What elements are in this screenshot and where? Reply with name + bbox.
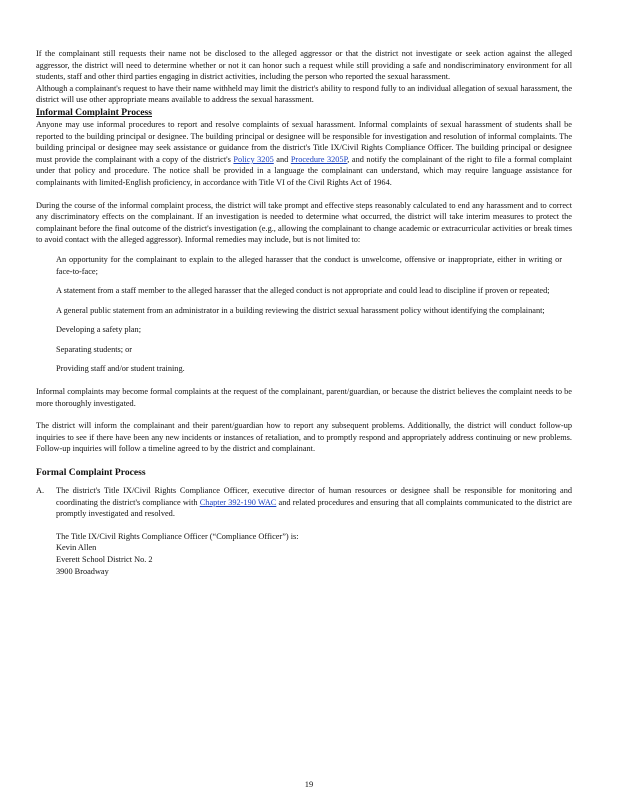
informal-paragraph-1-text-a: Anyone may use informal procedures to report and resolve complaints of sexual harassment. Informal complaints of sexual harassment of students shall be reported to the building principal or designee. The building principal or designee will be responsible for investigation and resolution of informal complaints. The building principal or designee may seek assistance or guidance from the district's Title IX/Civil Rights Compliance Officer. The building principal or designee must provide the complainant with a copy of the district's [36, 119, 572, 164]
informal-paragraph-2: During the course of the informal complaint process, the district will take prompt and effective steps reasonably calculated to end any harassment and to correct any discriminatory effects on the complainant. If an investigation is needed to determine what occurred, the district will take interim measures to protect the complainant before the final outcome of the district's investigation (e.g., allowing the complainant to change academic or extracurricular activities or break times to avoid contact with the alleged aggressor). Informal remedies may include, but is not limited to: [36, 200, 572, 245]
document-page [36, 48, 572, 577]
formal-item-a-text-part-2: and related procedures and ensuring that all complaints communicated to the district are promptly investigated and resolved. [56, 497, 572, 519]
list-item [36, 324, 572, 336]
list-item [36, 363, 572, 375]
intro-paragraph-1: If the complainant still requests their name not be disclosed to the alleged aggressor or that the district not investigate or seek action against the alleged aggressor, the district will need to determine whether or not it can honor such a request while still providing a safe and nondiscriminatory environment for all students, staff and other third parties engaging in district activities, including the person who reported the sexual harassment. [36, 49, 572, 82]
formal-list-item-a [36, 485, 572, 520]
list-item [36, 285, 572, 297]
wac-chapter-link[interactable]: Chapter 392-190 WAC [199, 497, 277, 507]
bullet-icon [36, 254, 56, 277]
informal-paragraph-1 [36, 119, 572, 189]
compliance-officer-block [56, 531, 572, 577]
bullet-icon [36, 363, 56, 375]
formal-item-a-text [56, 485, 572, 520]
list-item-text: Providing staff and/or student training. [56, 364, 185, 374]
list-item [36, 344, 572, 356]
intro-paragraph-2: Although a complainant's request to have their name withheld may limit the district's ability to respond fully to an individual allegation of sexual harassment, the district will use other appropriate means available to address the sexual harassment. [36, 83, 572, 105]
formal-item-a-text-part-1: The district's Title IX/Civil Rights Compliance Officer, executive director of human resources or designee shall be responsible for monitoring and coordinating the district's compliance with [56, 486, 572, 507]
page-number: 19 [304, 779, 314, 789]
informal-paragraph-1-text-b: , and notify the complainant of the right to file a formal complaint under that policy and procedure. The notice shall be provided in a language the complainant can understand, which may require language assistance for complainants with limited-English proficiency, in accordance with Title VI of the Civil Rights Act of 1964. [36, 154, 572, 187]
list-item-text: Developing a safety plan; [56, 325, 142, 335]
procedure-3205p-link[interactable]: Procedure 3205P [290, 154, 348, 164]
remedies-list [36, 254, 572, 375]
bullet-icon [36, 344, 56, 356]
informal-paragraph-3: Informal complaints may become formal complaints at the request of the complainant, parent/guardian, or because the district believes the complaint needs to be more thoroughly investigated. [36, 387, 572, 408]
bullet-icon [36, 285, 56, 297]
compliance-officer-address: 3900 Broadway [56, 566, 109, 576]
compliance-officer-name: Kevin Allen [56, 543, 97, 553]
formal-complaint-heading: Formal Complaint Process [36, 467, 146, 479]
informal-paragraph-4: The district will inform the complainant and their parent/guardian how to report any subsequent problems. Additionally, the district will conduct follow-up inquiries to see if there have been any new incidents or instances of retaliation, and to promptly respond and appropriately address continuing or new problems. Follow-up inquiries will follow a timeline agreed to by the district and complainant. [36, 421, 572, 454]
list-item-text: Separating students; or [56, 344, 133, 354]
informal-complaint-heading: Informal Complaint Process [36, 106, 153, 118]
and-text: and [273, 154, 291, 164]
bullet-icon [36, 324, 56, 336]
list-item-text: A general public statement from an administrator in a building reviewing the district sexual harassment policy without identifying the complainant; [56, 305, 545, 315]
list-item-text: An opportunity for the complainant to explain to the alleged harasser that the conduct is unwelcome, offensive or inappropriate, either in writing or face-to-face; [56, 254, 562, 276]
list-item [36, 254, 572, 277]
list-marker: A. [36, 486, 45, 496]
bullet-icon [36, 305, 56, 317]
policy-3205-link[interactable]: Policy 3205 [233, 154, 274, 164]
list-item [36, 305, 572, 317]
compliance-officer-intro: The Title IX/Civil Rights Compliance Officer (“Compliance Officer”) is: [56, 531, 299, 541]
list-item-text: A statement from a staff member to the alleged harasser that the alleged conduct is not appropriate and could lead to discipline if proven or repeated; [56, 286, 550, 296]
compliance-officer-organization: Everett School District No. 2 [56, 555, 153, 564]
